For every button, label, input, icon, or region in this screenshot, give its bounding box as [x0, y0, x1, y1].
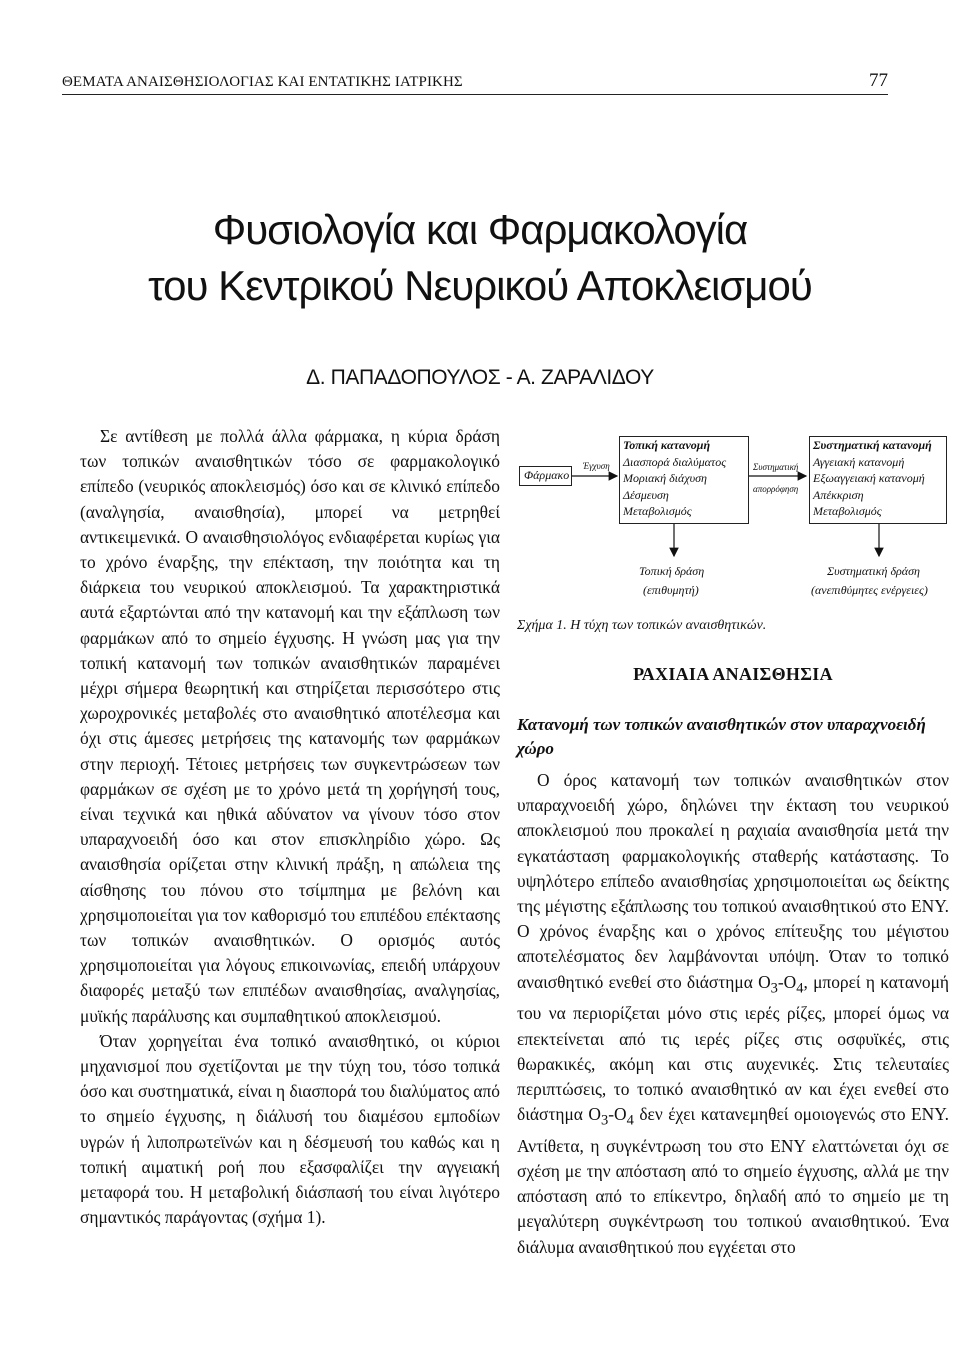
injection-label: Έγχυση	[583, 461, 610, 471]
figure-caption: Σχήμα 1. Η τύχη των τοπικών αναισθητικών.	[517, 618, 767, 633]
subscript: 4	[626, 1112, 634, 1129]
subsection-heading: Κατανομή των τοπικών αναισθητικών στον υπαραχνοειδή χώρο	[517, 715, 926, 758]
paragraph	[517, 768, 949, 1260]
text-run: δεν έχει κατανεμηθεί ομοιογενώς στο ΕΝΥ. Αντίθετα, η συγκέντρωση του στο ΕΝΥ ελαττώνεται όχι σε σχέση με την απόσταση από το σημείο έγχυσης, αλλά με την απόσταση από το επίκεντρο, δηλαδή από το σημείο με τη μεγαλύτερη συγκέντρωση του τοπικού αναισθητικού. Ένα διάλυμα αναισθητικού που εγχέεται στο	[517, 1104, 949, 1257]
drug-label: Φάρμακο	[524, 468, 570, 482]
running-header	[62, 68, 888, 95]
subscript: 4	[796, 980, 804, 997]
systemic-item: Μεταβολισμός	[813, 504, 882, 518]
paragraph: Σε αντίθεση με πολλά άλλα φάρμακα, η κύρια δράση των τοπικών αναισθητικών τόσο σε φαρμακολογικό επίπεδο (νευρικός αποκλεισμός) όσο και σε κλινικό επίπεδο (αναλγησία, αναισθησία), μπορεί να μετρηθεί αντικειμενικά. Ο αναισθησιολόγος ενδιαφέρεται κυρίως για το χρόνο έναρξης, την επέκταση, την ποιότητα και τη διάρκεια του νευρικού αποκλεισμού. Τα χαρακτηριστικά αυτά εξαρτώνται από την κατανομή και την εξάπλωση των φαρμάκων από το σημείο έγχυσης. Η γνώση μας για την τοπική κατανομή των τοπικών αναισθητικών παραμένει μέχρι σήμερα θεωρητική και στηρίζεται περισσότερο στις χωροχρονικές μεταβολές στο αναισθητικό αποτέλεσμα και όχι στις άμεσες μετρήσεις της κατανομής των φαρμάκων στην περιοχή. Τέτοιες μετρήσεις των συγκεντρώσεων των φαρμάκων σε σχέση με το χρόνο μετά τη χορήγησή τους, είναι τεχνικά και ηθικά αδύνατον να γίνουν τόσο στον υπαραχνοειδή όσο και στον επισκληρίδιο χώρο. Ως αναισθησία ορίζεται στην κλινική πράξη, η απώλεια της αίσθησης του πόνου στο τσίμπημα με βελόνη και χρησιμοποιείται για τον καθορισμό του επιπέδου επέκτασης των τοπικών αναισθητικών. Ο ορισμός αυτός χρησιμοποιείται για λόγους επικοινωνίας, επειδή υπάρχουν διαφορές μεταξύ των επιπέδων αναισθησίας, αναλγησίας, μυϊκής παράλυσης και συμπαθητικού αποκλεισμού.	[80, 426, 500, 1026]
text-run: -Ο	[608, 1104, 627, 1125]
systemic-action-label: Συστηματική δράση	[827, 564, 920, 578]
section-heading: ΡΑΧΙΑΙΑ ΑΝΑΙΣΘΗΣΙΑ	[633, 664, 833, 684]
figure-1	[517, 432, 949, 606]
authors: Δ. ΠΑΠΑΔΟΠΟΥΛΟΣ - Α. ΖΑΡΑΛΙΔΟΥ	[306, 366, 654, 389]
systemic-action-label: (ανεπιθύμητες ενέργειες)	[811, 583, 928, 597]
article-title-line-1: Φυσιολογία και Φαρμακολογία	[212, 206, 748, 253]
systemic-uptake-label: απορρόφηση	[753, 484, 799, 494]
local-item: Δέσμευση	[623, 488, 669, 502]
subscript: 3	[600, 1112, 609, 1129]
page-number: 77	[869, 70, 888, 91]
local-item: Μοριακή διάχυση	[623, 471, 707, 485]
local-item: Διασπορά διαλύματος	[623, 455, 727, 469]
subscript: 3	[770, 980, 778, 997]
text-run: , μπορεί η κατανομή του να περιορίζεται μόνο στις ιερές ρίζες, μπορεί όμως να επεκτείνεται από τις ιερές ρίζες στις οσφυϊκές, στις θωρακικές, ακόμη και στις αυχενικές. Στις τελευταίες περιπτώσεις, το τοπικό αναισθητικό αν και έχει ενεθεί στο διάστημα Ο	[517, 971, 949, 1125]
systemic-distribution-title: Συστηματική κατανομή	[813, 438, 932, 452]
systemic-item: Απέκκριση	[813, 488, 864, 502]
running-head: ΘΕΜΑΤΑ ΑΝΑΙΣΘΗΣΙΟΛΟΓΙΑΣ ΚΑΙ ΕΝΤΑΤΙΚΗΣ ΙΑΤΡΙΚΗΣ	[62, 74, 463, 90]
left-column	[80, 424, 500, 1231]
systemic-item: Αγγειακή κατανομή	[813, 455, 905, 469]
article-title-line-2: του Κεντρικού Νευρικού Αποκλεισμού	[148, 262, 812, 309]
systemic-uptake-label: Συστηματική	[753, 462, 799, 472]
text-run: -Ο	[777, 971, 797, 992]
local-action-label: Τοπική δράση	[639, 564, 705, 578]
local-action-label: (επιθυμητή)	[643, 583, 699, 597]
right-column	[517, 768, 949, 1260]
local-item: Μεταβολισμός	[623, 504, 692, 518]
systemic-item: Εξωαγγειακή κατανομή	[813, 471, 925, 485]
text-run: Ο όρος κατανομή των τοπικών αναισθητικών στον υπαραχνοειδή χώρο, δηλώνει την έκταση του νευρικού αποκλεισμού που προκαλεί η ραχιαία αναισθησία μετά την εγκατάσταση φαρμακολογικής σταθερής κατάστασης. Το υψηλότερο επίπεδο αναισθησίας χρησιμοποιείται ως δείκτης της μέγιστης εξάπλωσης του τοπικού αναισθητικού στο ΕΝΥ. Ο χρόνος έναρξης και ο χρόνος επίτευξης του μέγιστου αποτελέσματος δεν λαμβάνονται υπόψη. Όταν το τοπικό αναισθητικό ενεθεί στο διάστημα Ο	[517, 770, 949, 992]
local-distribution-title: Τοπική κατανομή	[623, 438, 711, 452]
paragraph: Όταν χορηγείται ένα τοπικό αναισθητικό, οι κύριοι μηχανισμοί που σχετίζονται με την τύχη του, τόσο τοπικά όσο και συστηματικά, είναι η διασπορά του διαλύματος από το σημείο έγχυσης, η διάλυσή του διαμέσου εμποδίων υγρών ή λιποπρωτεϊνών και η δέσμευσή του καθώς και η τοπική αιματική ροή που εξασφαλίζει την αγγειακή μεταφορά του. Η μεταβολική διάσπασή του είναι λιγότερο σημαντικός παράγοντας (σχήμα 1).	[80, 1030, 500, 1228]
